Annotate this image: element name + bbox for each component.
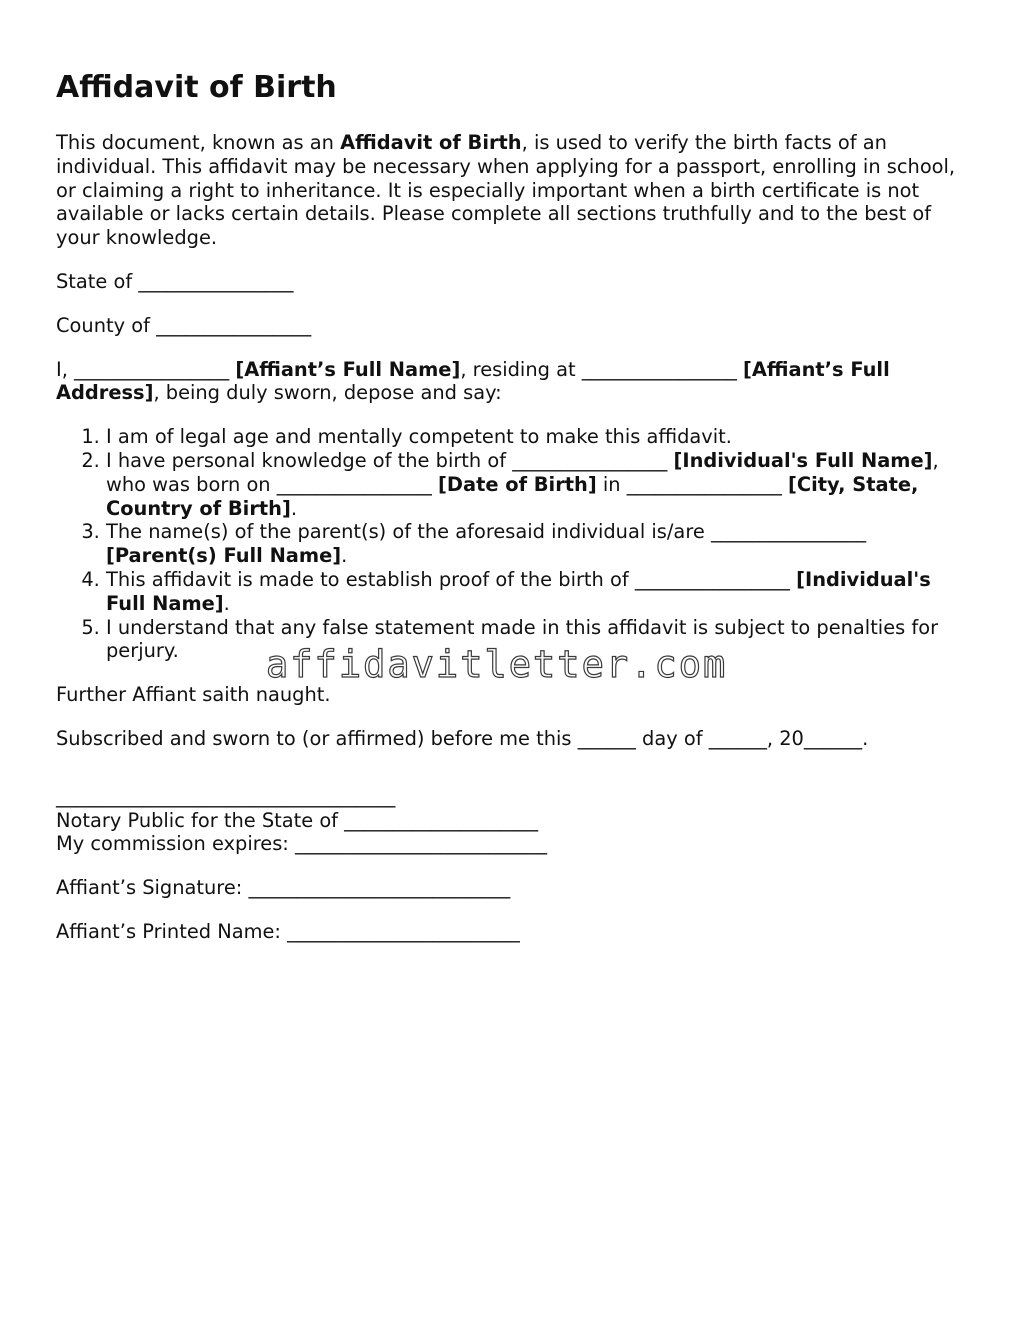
affiant-signature-line: Affiant’s Signature: ___________________________ (56, 876, 511, 900)
item-5-text: I understand that any false statement made in this affidavit is subject to penalties for perjury. (106, 615, 939, 663)
document-content (56, 66, 966, 944)
affiant-printed-name-line: Affiant’s Printed Name: ________________________ (56, 919, 520, 943)
affiant-text-3: , being duly sworn, depose and say: (153, 381, 502, 405)
item-2-text-a: I have personal knowledge of the birth of ________________ (106, 448, 674, 472)
item-4-text-c: . (223, 591, 230, 615)
item-2-date-placeholder: [Date of Birth] (438, 472, 597, 496)
affiant-address-placeholder: [Affiant’s Full Address] (56, 357, 890, 405)
affiant-name-placeholder: [Affiant’s Full Name] (235, 357, 461, 381)
intro-text-end: , is used to verify the birth facts of an individual. This affidavit may be necessary when applying for a passport, enrolling in school, or claiming a right to inheritance. It is especially important when a birth certificate is not available or lacks certain details. Please complete all sections truthfully and to the best of your knowledge. (56, 131, 956, 250)
item-4-text-a: This affidavit is made to establish proof of the birth of ________________ (106, 567, 797, 591)
state-line: State of ________________ (56, 269, 294, 293)
notary-state-line: Notary Public for the State of ____________________ (56, 808, 539, 832)
affiant-statement (56, 358, 966, 406)
intro-text-start: This document, known as an (56, 131, 341, 154)
affiant-text-1: I, ________________ (56, 357, 236, 381)
item-2-place-placeholder: [City, State, Country of Birth] (106, 472, 919, 520)
intro-paragraph (56, 131, 966, 250)
item-3-text-c: . (341, 544, 348, 568)
list-item (106, 425, 966, 449)
item-2-text-g: . (290, 496, 297, 520)
item-2-text-c: , who was born on ________________ (106, 448, 939, 496)
watermark-text: affidavitletter.com (266, 643, 728, 686)
item-2-text-e: in ________________ (596, 472, 788, 496)
county-line: County of ________________ (56, 313, 312, 337)
commission-expires-line: My commission expires: __________________________ (56, 832, 548, 856)
subscribed-line: Subscribed and sworn to (or affirmed) before me this ______ day of ______, 20______. (56, 726, 869, 750)
statements-list (56, 425, 966, 663)
intro-bold-term: Affidavit of Birth (340, 131, 522, 154)
affiant-text-2: , residing at ________________ (460, 357, 744, 381)
item-3-text-a: The name(s) of the parent(s) of the aforesaid individual is/are ________________ (106, 520, 867, 544)
document-title: Affidavit of Birth (56, 70, 337, 105)
list-item (106, 568, 966, 616)
list-item (106, 520, 966, 568)
item-4-individual-placeholder: [Individual's Full Name] (106, 567, 931, 615)
item-2-individual-placeholder: [Individual's Full Name] (673, 448, 933, 472)
item-3-parents-placeholder: [Parent(s) Full Name] (106, 544, 342, 568)
item-1-text: I am of legal age and mentally competent to make this affidavit. (106, 425, 732, 449)
notary-signature-line: ___________________________________ (56, 784, 396, 808)
further-affiant-line: Further Affiant saith naught. (56, 683, 331, 707)
list-item (106, 449, 966, 520)
